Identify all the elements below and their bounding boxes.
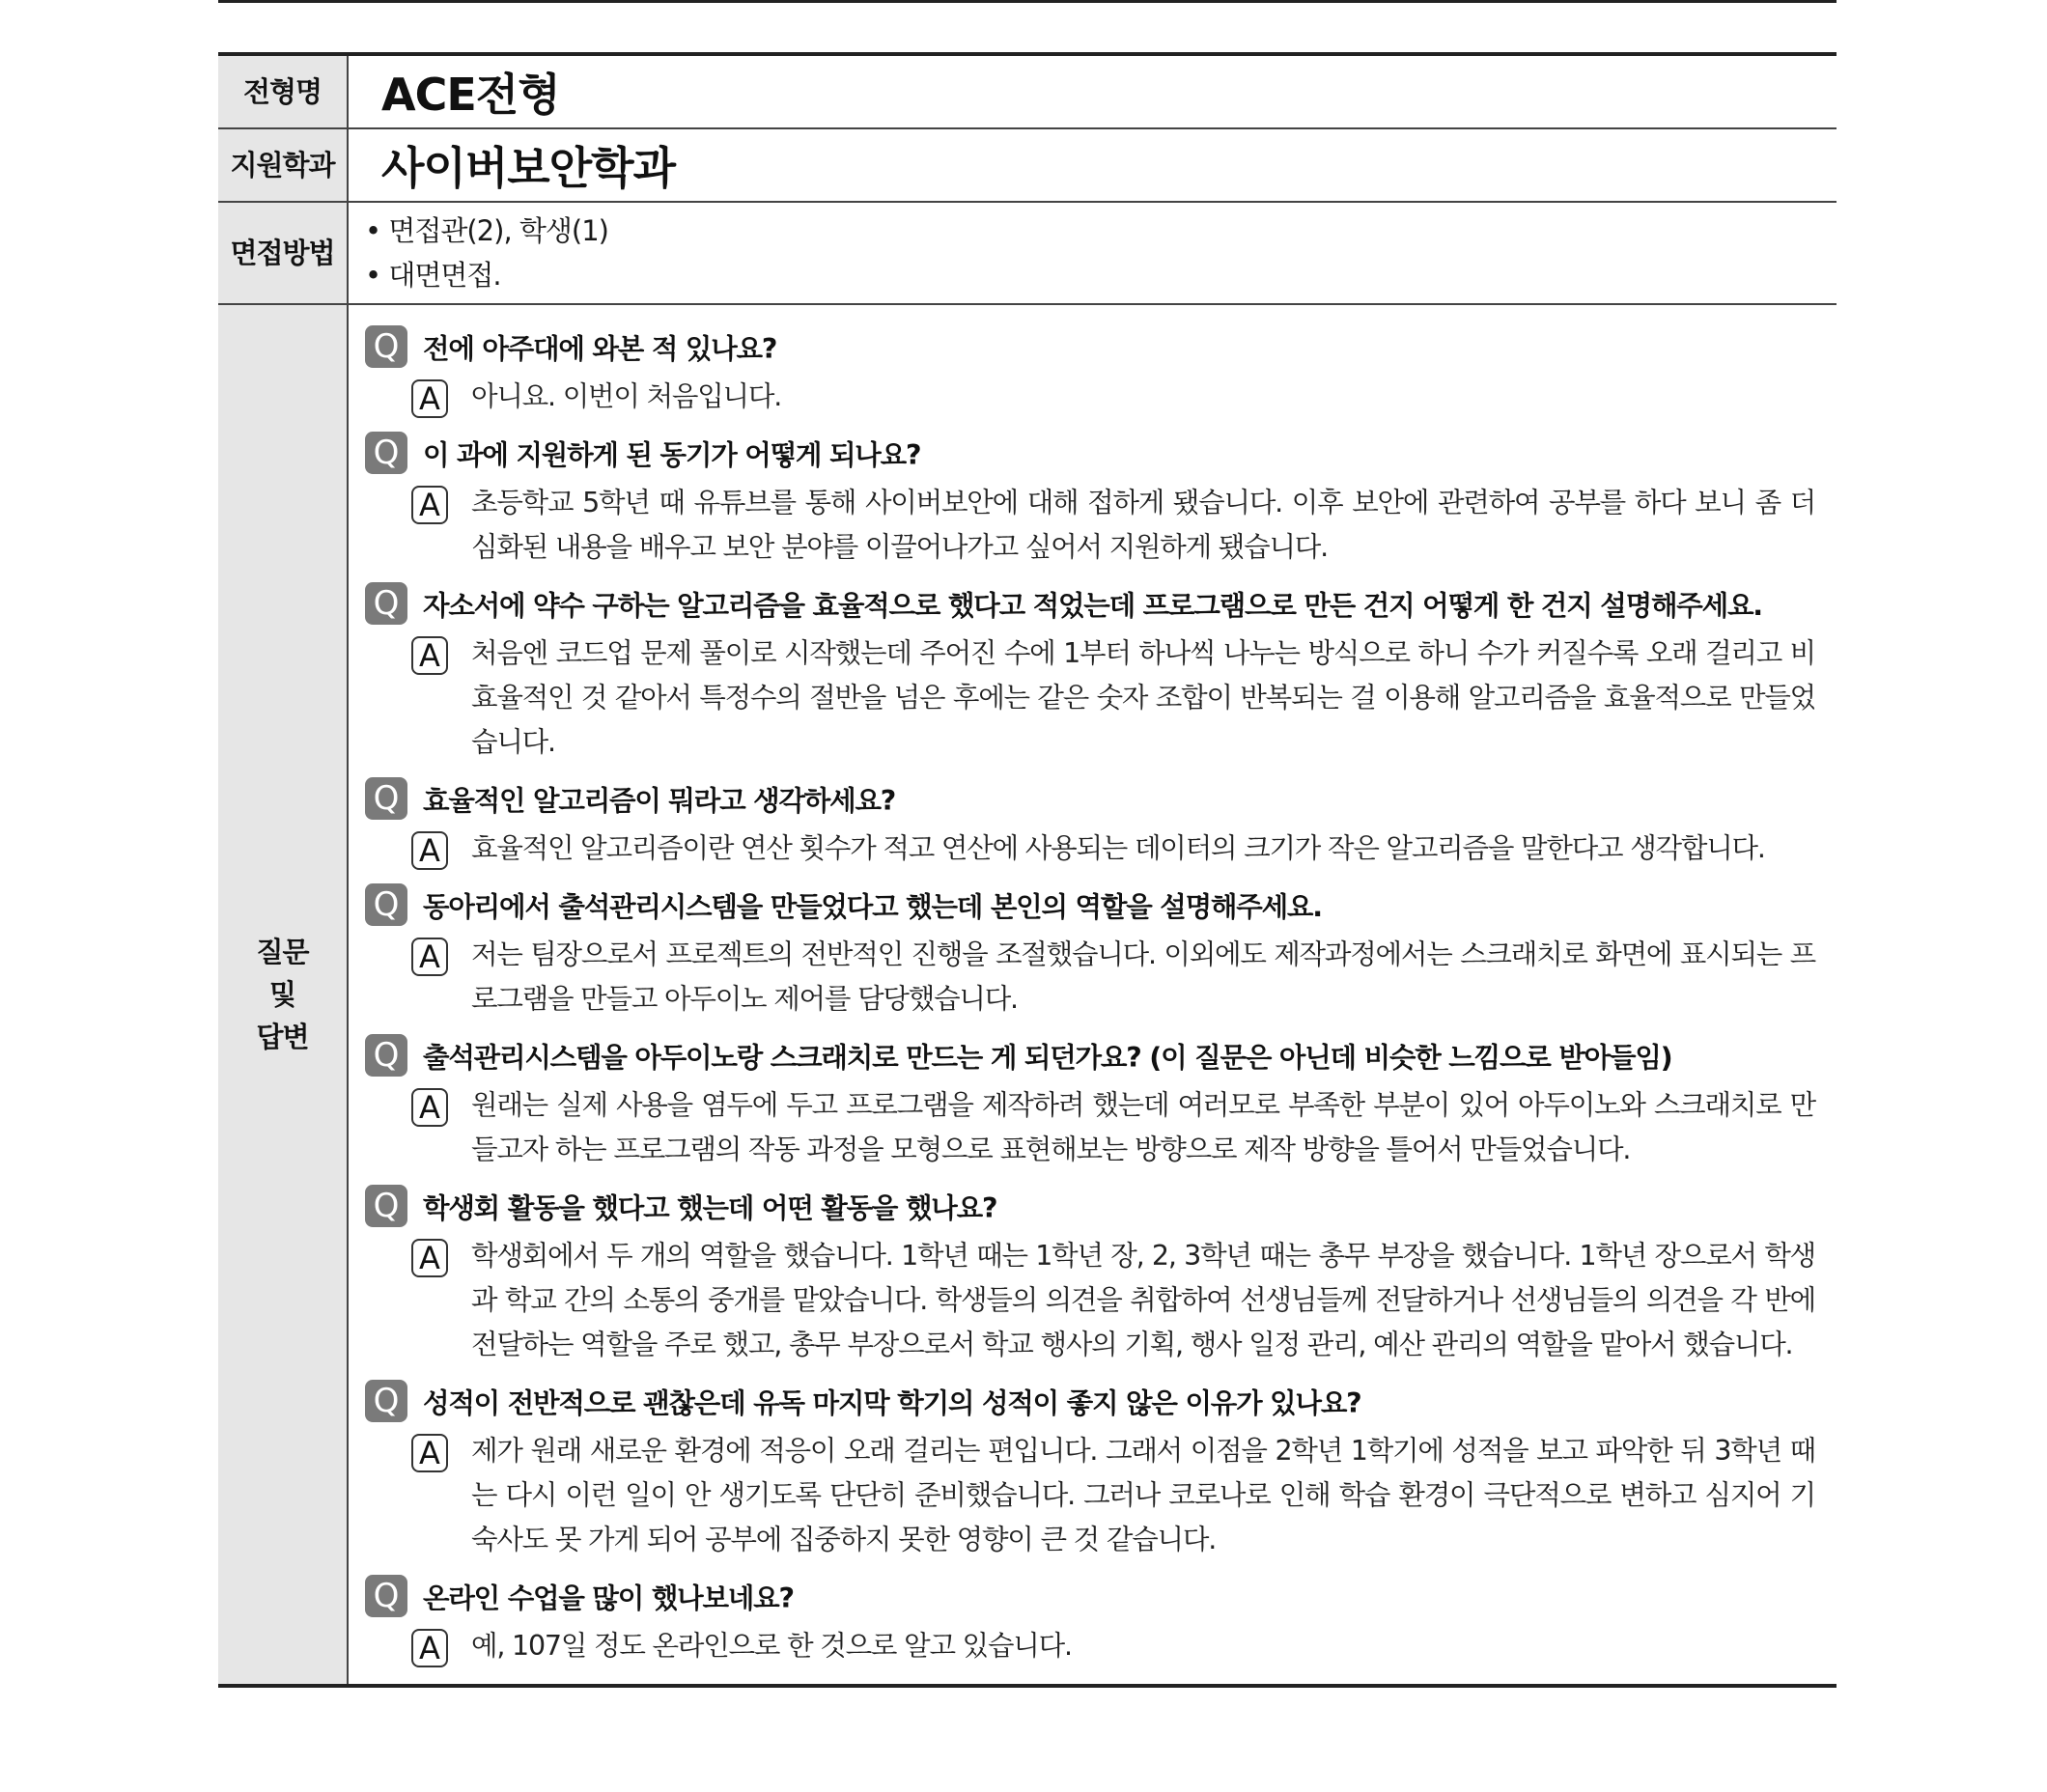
label-qa-line: 질문 [256,936,309,968]
answer-badge-icon: A [411,938,448,976]
question-text: 자소서에 약수 구하는 알고리즘을 효율적으로 했다고 적었는데 프로그램으로 만든 건지 어떻게 한 건지 설명해주세요. [423,589,1762,622]
question-text: 성적이 전반적으로 괜찮은데 유독 마지막 학기의 성적이 좋지 않은 이유가 있나요? [423,1386,1361,1419]
answer-text: 효율적인 알고리즘이란 연산 횟수가 적고 연산에 사용되는 데이터의 크기가 작은 알고리즘을 말한다고 생각합니다. [471,832,1765,864]
method-item: • 대면면접. [365,259,501,292]
qa-item [365,319,1819,419]
method-item: • 면접관(2), 학생(1) [365,214,608,247]
question-text: 학생회 활동을 했다고 했는데 어떤 활동을 했나요? [423,1191,997,1224]
answer-badge-icon: A [411,1434,448,1472]
row-admission-type [218,54,1837,128]
question-text: 이 과에 지원하게 된 동기가 어떻게 되나요? [423,438,921,471]
question-text: 전에 아주대에 와본 적 있나요? [423,332,777,365]
row-interview-method [218,202,1837,304]
qa-item [365,770,1819,871]
row-qa [218,304,1837,1686]
question-text: 효율적인 알고리즘이 뭐라고 생각하세요? [423,784,896,817]
question-badge-icon: Q [365,883,407,926]
answer-text: 아니요. 이번이 처음입니다. [471,380,782,412]
label-department: 지원학과 [218,128,348,202]
answer-text: 처음엔 코드업 문제 풀이로 시작했는데 주어진 수에 1부터 하나씩 나누는 방식으로 하니 수가 커질수록 오래 걸리고 비효율적인 것 같아서 특정수의 절반을 넘은 후에는 같은 숫자 조합이 반복되는 걸 이용해 알고리즘을 효율적으로 만들었습니다. [471,637,1815,758]
label-interview-method: 면접방법 [218,202,348,304]
answer-badge-icon: A [411,1629,448,1667]
interview-method-list [348,202,1837,304]
answer-badge-icon: A [411,636,448,675]
question-badge-icon: Q [365,1034,407,1077]
question-text: 동아리에서 출석관리시스템을 만들었다고 했는데 본인의 역할을 설명해주세요. [423,890,1322,923]
qa-item [365,425,1819,570]
qa-item [365,1568,1819,1668]
label-admission-type: 전형명 [218,54,348,128]
question-badge-icon: Q [365,325,407,368]
question-badge-icon: Q [365,432,407,474]
answer-text: 학생회에서 두 개의 역할을 했습니다. 1학년 때는 1학년 장, 2, 3학년 때는 총무 부장을 했습니다. 1학년 장으로서 학생과 학교 간의 소통의 중개를 맡았습니다. 학생들의 의견을 취합하여 선생님들께 전달하거나 선생님들의 의견을 각 반에 전달하는 역할을 주로 했고, 총무 부장으로서 학교 행사의 기획, 행사 일정 관리, 예산 관리의 역할을 맡아서 했습니다. [471,1240,1815,1360]
question-badge-icon: Q [365,1185,407,1227]
answer-badge-icon: A [411,486,448,524]
label-qa [218,304,348,1686]
qa-list [348,304,1837,1686]
department-value: 사이버보안학과 [348,128,1837,202]
row-department [218,128,1837,202]
qa-item [365,575,1819,765]
qa-item [365,1178,1819,1367]
qa-item [365,877,1819,1022]
question-text: 출석관리시스템을 아두이노랑 스크래치로 만드는 게 되던가요? (이 질문은 아닌데 비슷한 느낌으로 받아들임) [423,1041,1672,1074]
qa-item [365,1027,1819,1172]
label-qa-line: 답변 [256,1021,309,1053]
admission-type-value: ACE전형 [348,54,1837,128]
answer-badge-icon: A [411,1088,448,1127]
answer-text: 예, 107일 정도 온라인으로 한 것으로 알고 있습니다. [471,1630,1072,1662]
answer-badge-icon: A [411,379,448,418]
question-text: 온라인 수업을 많이 했나보네요? [423,1582,794,1614]
answer-text: 원래는 실제 사용을 염두에 두고 프로그램을 제작하려 했는데 여러모로 부족한 부분이 있어 아두이노와 스크래치로 만들고자 하는 프로그램의 작동 과정을 모형으로 표현해보는 방향으로 제작 방향을 틀어서 만들었습니다. [471,1089,1815,1165]
top-rule [218,0,1837,3]
question-badge-icon: Q [365,1575,407,1617]
question-badge-icon: Q [365,777,407,820]
answer-badge-icon: A [411,1239,448,1277]
question-badge-icon: Q [365,582,407,625]
answer-badge-icon: A [411,831,448,870]
answer-text: 초등학교 5학년 때 유튜브를 통해 사이버보안에 대해 접하게 됐습니다. 이후 보안에 관련하여 공부를 하다 보니 좀 더 심화된 내용을 배우고 보안 분야를 이끌어나가고 싶어서 지원하게 됐습니다. [471,487,1815,563]
qa-item [365,1373,1819,1562]
interview-table [218,52,1837,1688]
answer-text: 제가 원래 새로운 환경에 적응이 오래 걸리는 편입니다. 그래서 이점을 2학년 1학기에 성적을 보고 파악한 뒤 3학년 때는 다시 이런 일이 안 생기도록 단단히 준비했습니다. 그러나 코로나로 인해 학습 환경이 극단적으로 변하고 심지어 기숙사도 못 가게 되어 공부에 집중하지 못한 영향이 큰 것 같습니다. [471,1435,1815,1555]
answer-text: 저는 팀장으로서 프로젝트의 전반적인 진행을 조절했습니다. 이외에도 제작과정에서는 스크래치로 화면에 표시되는 프로그램을 만들고 아두이노 제어를 담당했습니다. [471,938,1815,1015]
label-qa-line: 및 [268,978,295,1011]
question-badge-icon: Q [365,1380,407,1422]
